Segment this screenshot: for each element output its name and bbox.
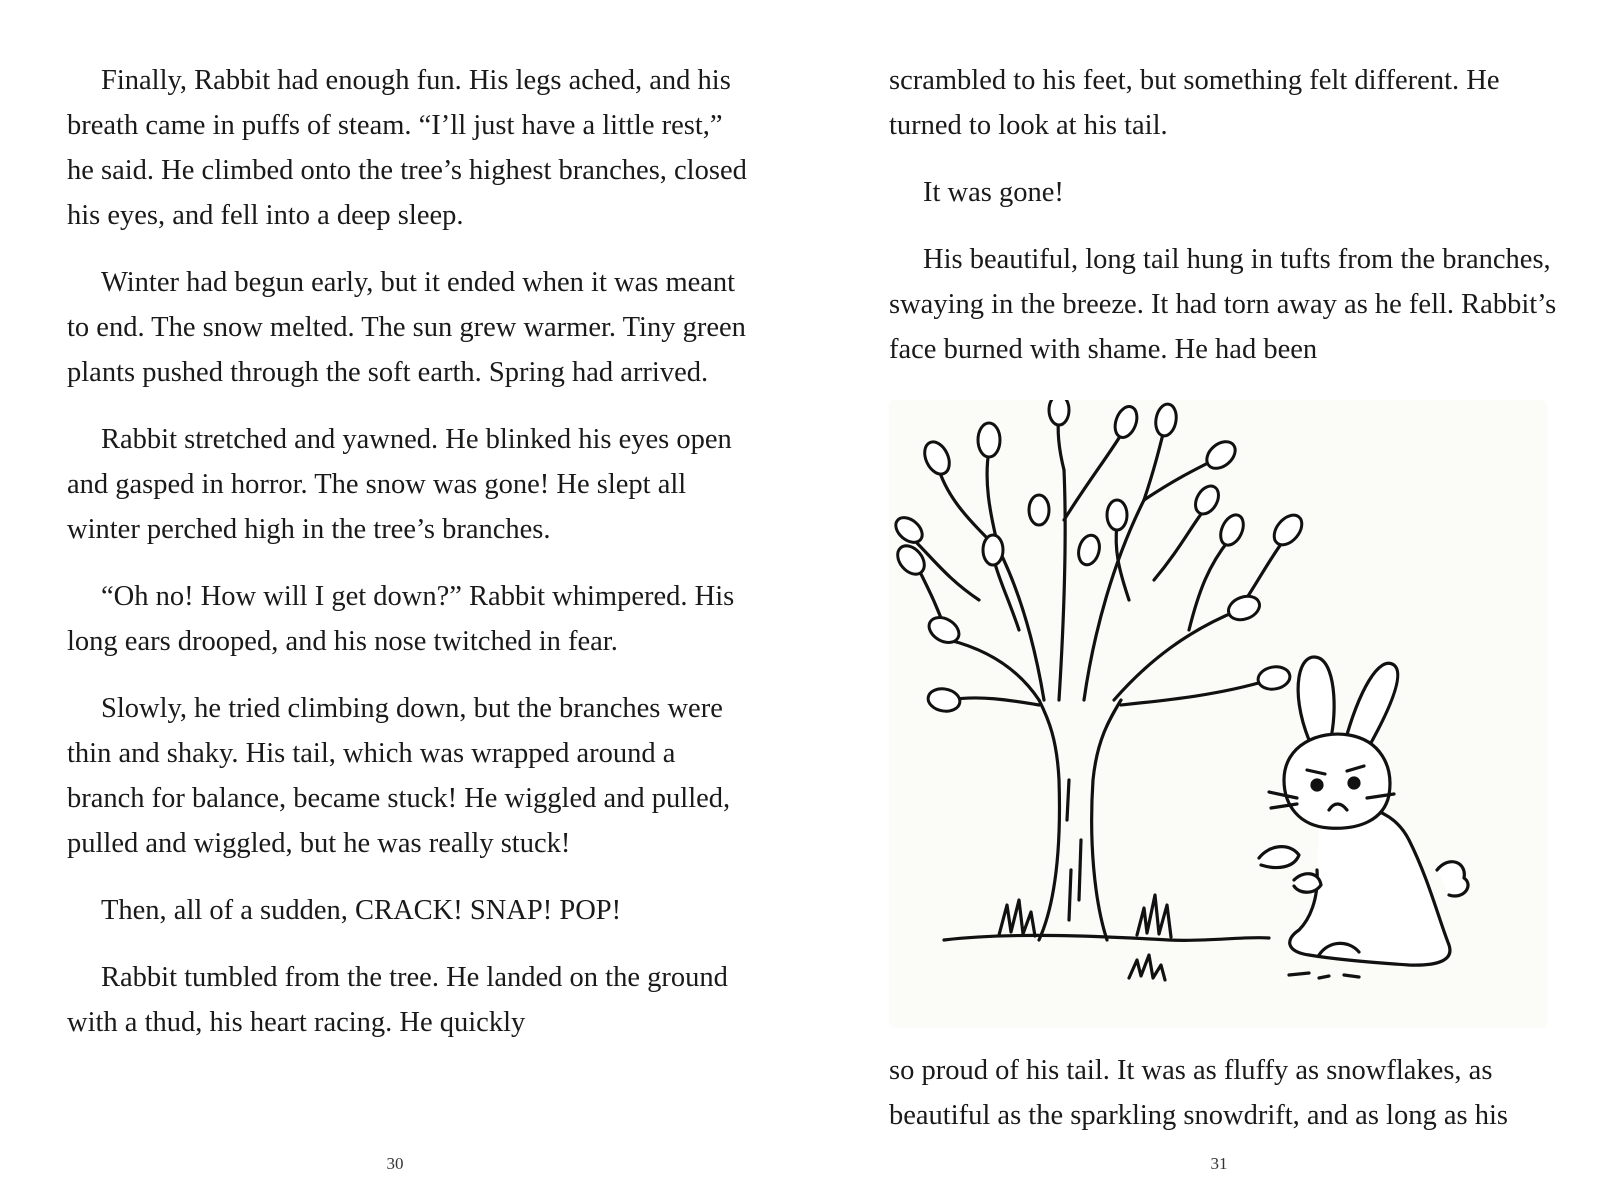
paragraph: so proud of his tail. It was as fluffy as snowflakes, as beautiful as the sparkling snowdrift, and as long as his — [889, 1055, 1508, 1131]
rabbit-eye — [1349, 778, 1359, 788]
paragraph: Rabbit stretched and yawned. He blinked his eyes open and gasped in horror. The snow was gone! He slept all winter perched high in the tree’s branches. — [67, 424, 732, 545]
bud — [1075, 533, 1102, 567]
bud — [1111, 404, 1141, 441]
rabbit-ear — [1298, 657, 1334, 745]
grass-tuft — [999, 900, 1035, 936]
bud — [978, 423, 1000, 457]
rabbit-paw — [1259, 847, 1299, 868]
right-page-bottom-text — [889, 1048, 1569, 1138]
bud — [1153, 403, 1178, 438]
sad-rabbit — [1259, 657, 1468, 965]
grass-tuft — [1137, 895, 1171, 937]
paragraph: His beautiful, long tail hung in tufts from the branches, swaying in the breeze. It had torn away as he fell. Rabbit’s face burned with shame. He had been — [889, 244, 1557, 365]
bud — [1225, 592, 1263, 624]
bud — [1049, 400, 1069, 425]
bud — [892, 541, 929, 580]
rabbit-head — [1284, 734, 1390, 828]
bud — [1191, 482, 1223, 518]
branch — [1154, 510, 1204, 580]
branch — [949, 698, 1039, 705]
rabbit-tail — [1437, 862, 1468, 896]
grass-tuft — [1129, 955, 1165, 980]
paragraph: Slowly, he tried climbing down, but the branches were thin and shaky. His tail, which was wrapped around a branch for balance, became stuck! He wiggled and pulled, pulled and wiggled, but he was really stuck! — [67, 693, 731, 859]
paragraph: Rabbit tumbled from the tree. He landed on the ground with a thud, his heart racing. He quickly — [67, 962, 728, 1038]
rabbit-paw — [1294, 874, 1321, 893]
tree-and-rabbit-illustration — [889, 400, 1547, 1028]
right-page-top-text — [889, 58, 1569, 372]
bud — [1107, 500, 1127, 530]
trunk-detail — [1067, 780, 1081, 920]
paragraph: scrambled to his feet, but something felt different. He turned to look at his tail. — [889, 65, 1500, 141]
branch — [1121, 680, 1269, 705]
tree-trunk — [1092, 700, 1121, 940]
tree-trunk — [1039, 700, 1059, 940]
bud — [926, 686, 961, 713]
paragraph: “Oh no! How will I get down?” Rabbit whimpered. His long ears drooped, and his nose twitched in fear. — [67, 581, 735, 657]
page-number: 31 — [1210, 1154, 1228, 1173]
bud — [1202, 436, 1241, 473]
paragraph: Winter had begun early, but it ended when it was meant to end. The snow melted. The sun grew warmer. Tiny green plants pushed through the soft earth. Spring had arrived. — [67, 267, 746, 388]
bud — [1269, 510, 1308, 550]
bud — [1216, 511, 1248, 548]
bud — [920, 438, 954, 478]
bud — [1256, 664, 1291, 691]
rabbit-eye — [1312, 780, 1322, 790]
rabbit-mouth — [1329, 804, 1347, 810]
ground-dash — [1289, 973, 1359, 978]
bud — [1029, 495, 1049, 525]
branch — [949, 640, 1039, 700]
illustration-drawing — [889, 400, 1547, 1028]
page-number: 30 — [386, 1154, 404, 1173]
branch — [1059, 470, 1065, 700]
left-page-text — [67, 58, 747, 1045]
right-page — [800, 0, 1600, 1200]
branch — [1114, 610, 1239, 700]
paragraph: It was gone! — [923, 177, 1064, 208]
paragraph: Finally, Rabbit had enough fun. His legs ached, and his breath came in puffs of steam. “I’ll just have a little rest,” he said. He climbed onto the tree’s highest branches, closed his eyes, and fell into a deep sleep. — [67, 65, 747, 231]
tree-buds — [891, 400, 1307, 714]
branch — [994, 560, 1019, 630]
bud — [891, 513, 927, 548]
bud — [983, 535, 1003, 565]
paragraph: Then, all of a sudden, CRACK! SNAP! POP! — [101, 895, 622, 926]
